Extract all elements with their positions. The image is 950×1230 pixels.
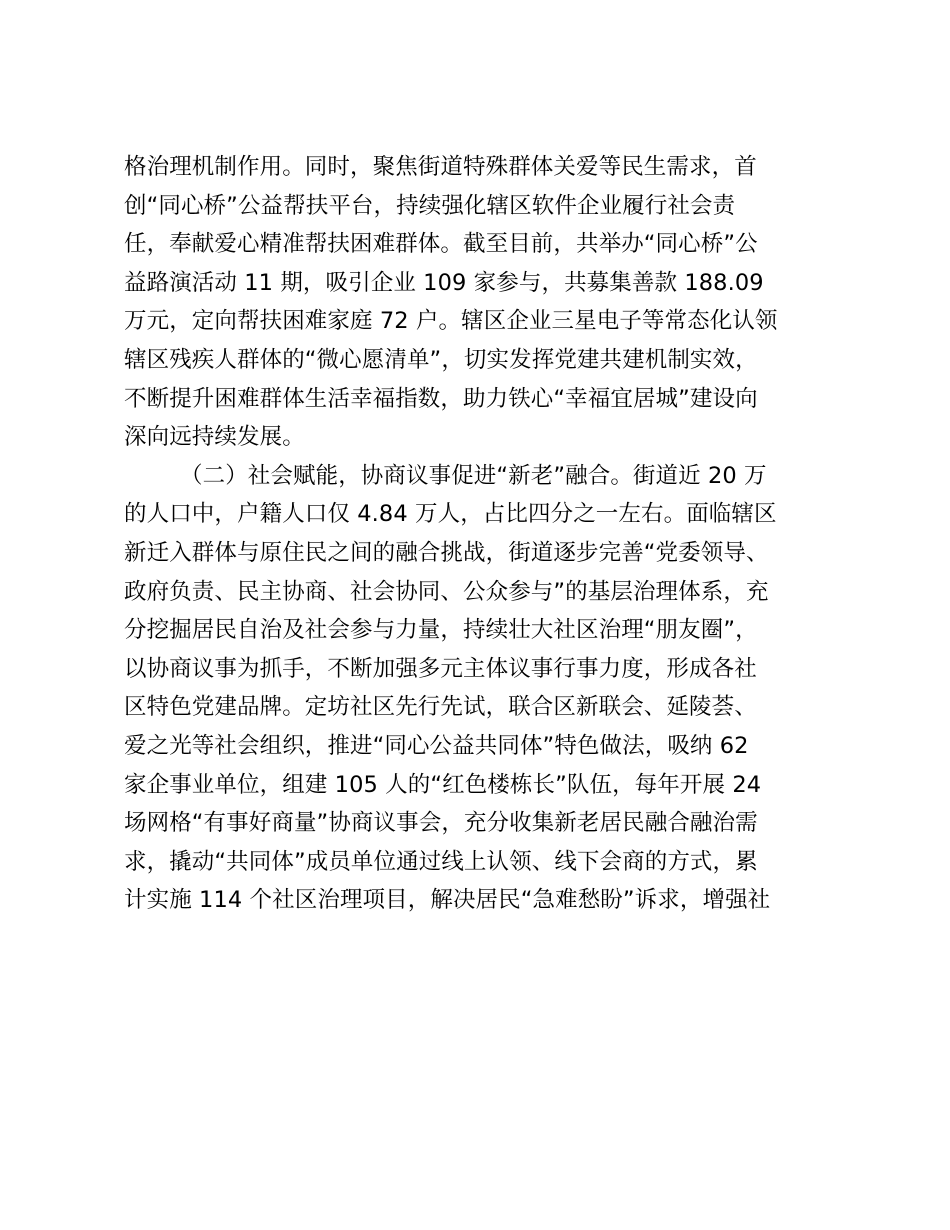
text-line: 任，奉献爱心精准帮扶困难群体。截至目前，共举办“同心桥”公 bbox=[124, 231, 758, 258]
text-line: 以协商议事为抓手，不断加强多元主体议事行事力度，形成各社 bbox=[124, 655, 757, 682]
text-line: 新迁入群体与原住民之间的融合挑战，街道逐步完善“党委领导、 bbox=[124, 539, 769, 566]
text-line: 求，撬动“共同体”成员单位通过线上认领、线下会商的方式，累 bbox=[124, 848, 758, 875]
text-line: 益路演活动 11 期，吸引企业 109 家参与，共募集善款 188.09 bbox=[124, 269, 764, 296]
text-line: 格治理机制作用。同时，聚焦街道特殊群体关爱等民生需求，首 bbox=[124, 154, 757, 180]
text-line: （二）社会赋能，协商议事促进“新老”融合。街道近 20 万 bbox=[180, 462, 767, 489]
text-line: 区特色党建品牌。定坊社区先行先试，联合区新联会、延陵荟、 bbox=[124, 694, 757, 721]
text-line: 计实施 114 个社区治理项目，解决居民“急难愁盼”诉求，增强社 bbox=[124, 887, 771, 914]
text-line: 家企事业单位，组建 105 人的“红色楼栋长”队伍，每年开展 24 bbox=[124, 771, 762, 798]
text-line: 不断提升困难群体生活幸福指数，助力铁心“幸福宜居城”建设向 bbox=[124, 385, 758, 412]
text-line: 辖区残疾人群体的“微心愿清单”，切实发挥党建共建机制实效， bbox=[124, 346, 758, 373]
text-line: 场网格“有事好商量”协商议事会，充分收集新老居民融合融治需 bbox=[124, 810, 758, 837]
text-line: 创“同心桥”公益帮扶平台，持续强化辖区软件企业履行社会责 bbox=[124, 192, 736, 219]
body-text bbox=[124, 148, 844, 920]
text-line: 爱之光等社会组织，推进“同心公益共同体”特色做法，吸纳 62 bbox=[124, 732, 749, 759]
text-line: 政府负责、民主协商、社会协同、公众参与”的基层治理体系，充 bbox=[124, 578, 769, 605]
text-line: 的人口中，户籍人口仅 4.84 万人，占比四分之一左右。面临辖区 bbox=[124, 501, 777, 528]
text-line: 深向远持续发展。 bbox=[124, 424, 305, 451]
text-line: 万元，定向帮扶困难家庭 72 户。辖区企业三星电子等常态化认领 bbox=[124, 308, 778, 335]
text-line: 分挖掘居民自治及社会参与力量，持续壮大社区治理“朋友圈”， bbox=[124, 617, 758, 644]
